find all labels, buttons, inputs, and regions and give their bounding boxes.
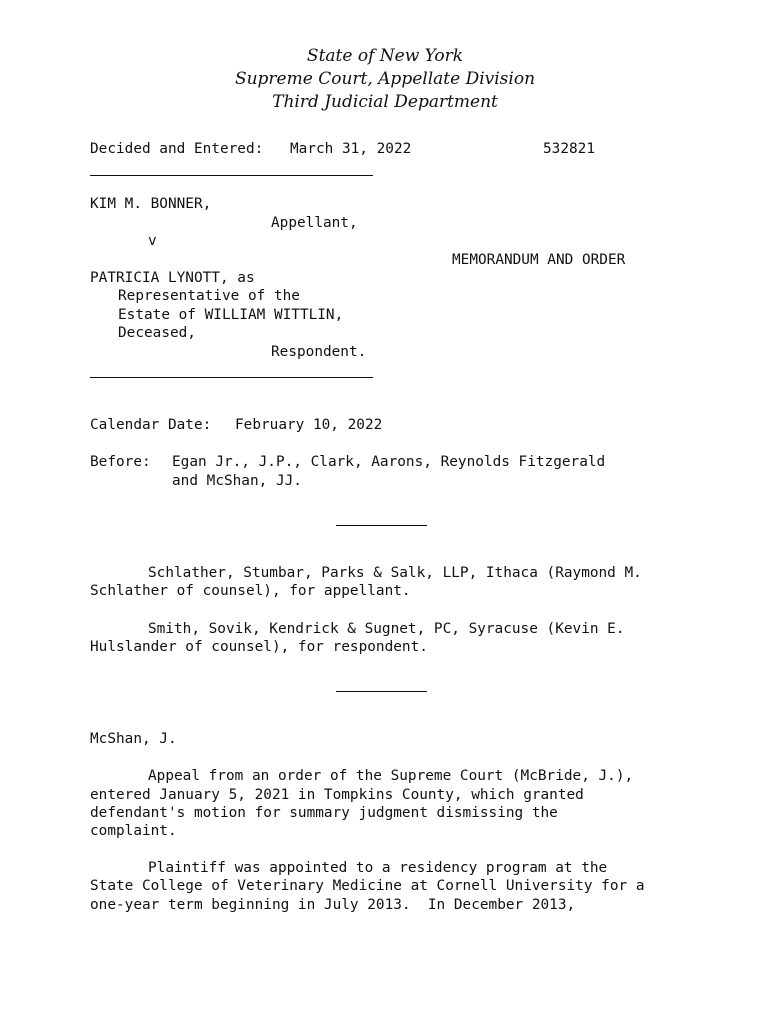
- calendar-label: Calendar Date:: [90, 417, 212, 433]
- department-heading: Third Judicial Department: [272, 92, 498, 112]
- respondent-counsel-cont: Hulslander of counsel), for respondent.: [90, 639, 428, 655]
- body-line: one-year term beginning in July 2013. In December 2013,: [90, 897, 576, 913]
- body-line: State College of Veterinary Medicine at Cornell University for a: [90, 878, 645, 894]
- court-heading: Supreme Court, Appellate Division: [234, 69, 536, 89]
- caption-top-rule: [90, 175, 373, 176]
- body-line: defendant's motion for summary judgment dismissing the: [90, 805, 558, 821]
- section-divider: [336, 525, 427, 526]
- plaintiff-role: Appellant,: [271, 215, 358, 231]
- state-heading: State of New York: [306, 46, 464, 66]
- before-justices: Egan Jr., J.P., Clark, Aarons, Reynolds Fitzgerald: [172, 454, 606, 470]
- appellant-counsel-cont: Schlather of counsel), for appellant.: [90, 583, 411, 599]
- defendant-line: Representative of the: [118, 288, 300, 304]
- before-label: Before:: [90, 454, 151, 470]
- body-line: Plaintiff was appointed to a residency program at the: [148, 860, 608, 876]
- defendant-role: Respondent.: [271, 344, 367, 360]
- versus: v: [148, 233, 157, 249]
- defendant-line: PATRICIA LYNOTT, as: [90, 270, 255, 286]
- body-line: Appeal from an order of the Supreme Court (McBride, J.),: [148, 768, 634, 784]
- respondent-counsel: Smith, Sovik, Kendrick & Sugnet, PC, Syracuse (Kevin E.: [148, 621, 625, 637]
- document-title: MEMORANDUM AND ORDER: [452, 252, 626, 268]
- docket-number: 532821: [543, 141, 595, 157]
- decided-date: March 31, 2022: [290, 141, 412, 157]
- plaintiff-name: KIM M. BONNER,: [90, 196, 212, 212]
- body-line: entered January 5, 2021 in Tompkins County, which granted: [90, 787, 584, 803]
- decided-label: Decided and Entered:: [90, 141, 264, 157]
- caption-bottom-rule: [90, 377, 373, 378]
- defendant-line: Deceased,: [118, 325, 196, 341]
- appellant-counsel: Schlather, Stumbar, Parks & Salk, LLP, Ithaca (Raymond M.: [148, 565, 642, 581]
- calendar-date: February 10, 2022: [235, 417, 383, 433]
- opinion-author: McShan, J.: [90, 731, 177, 747]
- body-line: complaint.: [90, 823, 177, 839]
- defendant-line: Estate of WILLIAM WITTLIN,: [118, 307, 344, 323]
- before-justices-cont: and McShan, JJ.: [172, 473, 302, 489]
- section-divider: [336, 691, 427, 692]
